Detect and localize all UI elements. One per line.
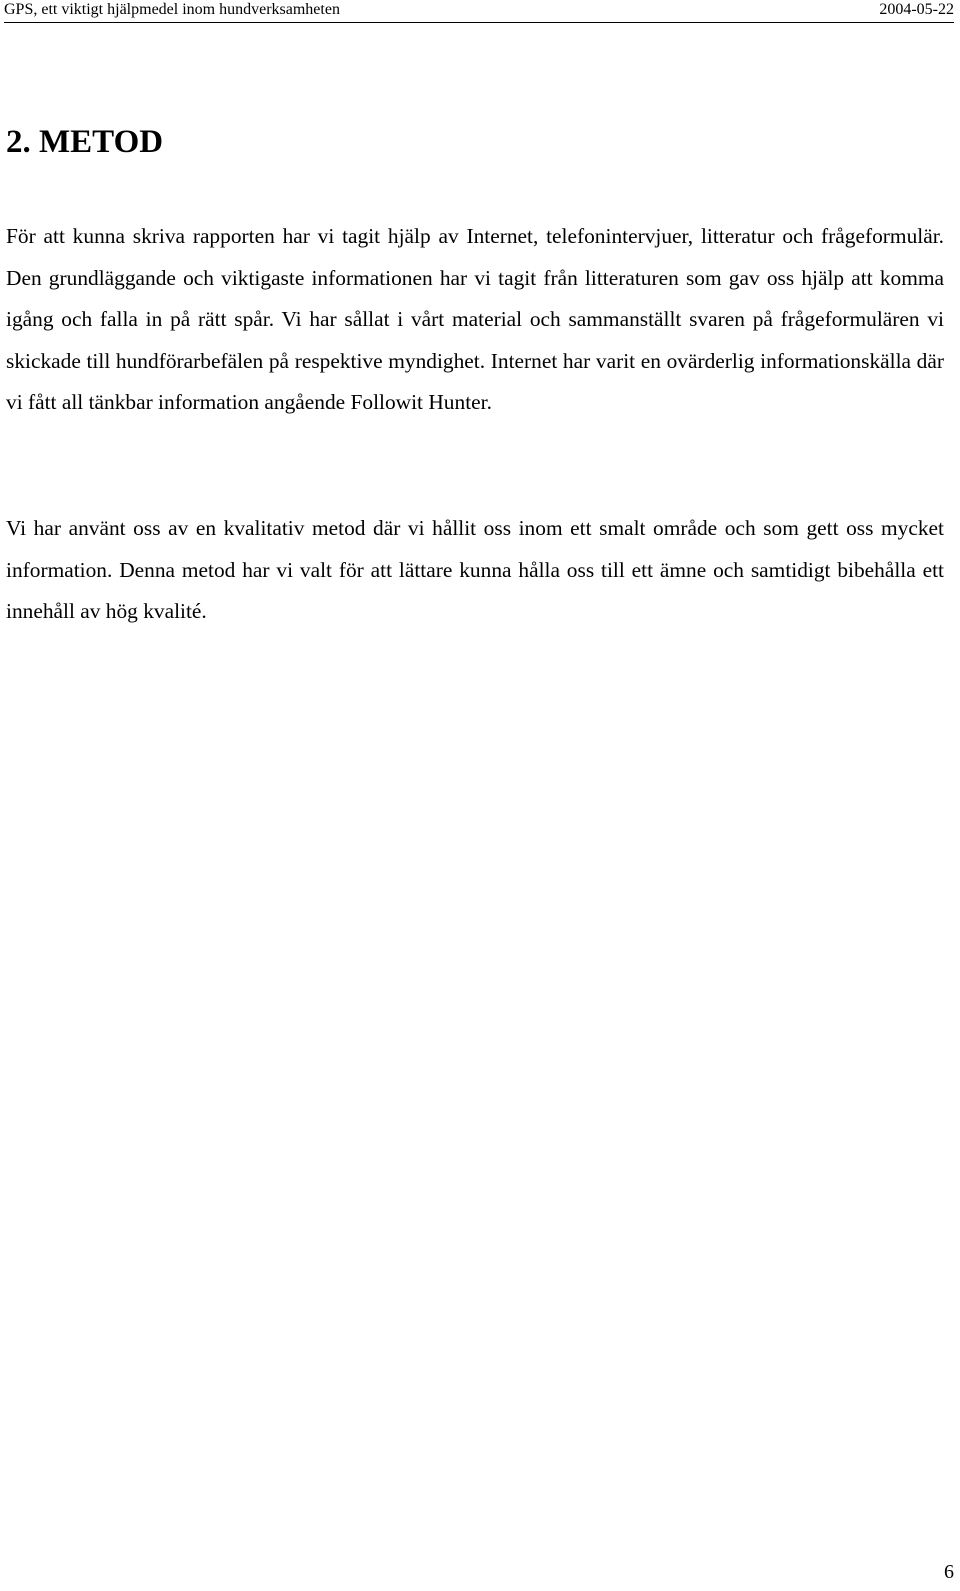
document-date: 2004-05-22 [879, 1, 954, 18]
paragraph-1: För att kunna skriva rapporten har vi tagit hjälp av Internet, telefonintervjuer, litteratur och frågeformulär. Den grundläggande och viktigaste informationen har vi tagit från litteraturen som gav oss hjälp att komma igång och falla in på rätt spår. Vi har sållat i vårt material och sammanställt svaren på frågeformulären vi skickade till hundförarbefälen på respektive myndighet. Internet har varit en ovärderlig informationskälla där vi fått all tänkbar information angående Followit Hunter. [6, 224, 944, 414]
document-title: GPS, ett viktigt hjälpmedel inom hundverksamheten [4, 1, 340, 18]
paragraph-2: Vi har använt oss av en kvalitativ metod där vi hållit oss inom ett smalt område och som gett oss mycket information. Denna metod har vi valt för att lättare kunna hålla oss till ett ämne och samtidigt bibehålla ett innehåll av hög kvalité. [6, 516, 944, 623]
running-header [4, 0, 954, 23]
page-number: 6 [944, 1561, 954, 1583]
section-heading: 2. METOD [6, 124, 164, 160]
